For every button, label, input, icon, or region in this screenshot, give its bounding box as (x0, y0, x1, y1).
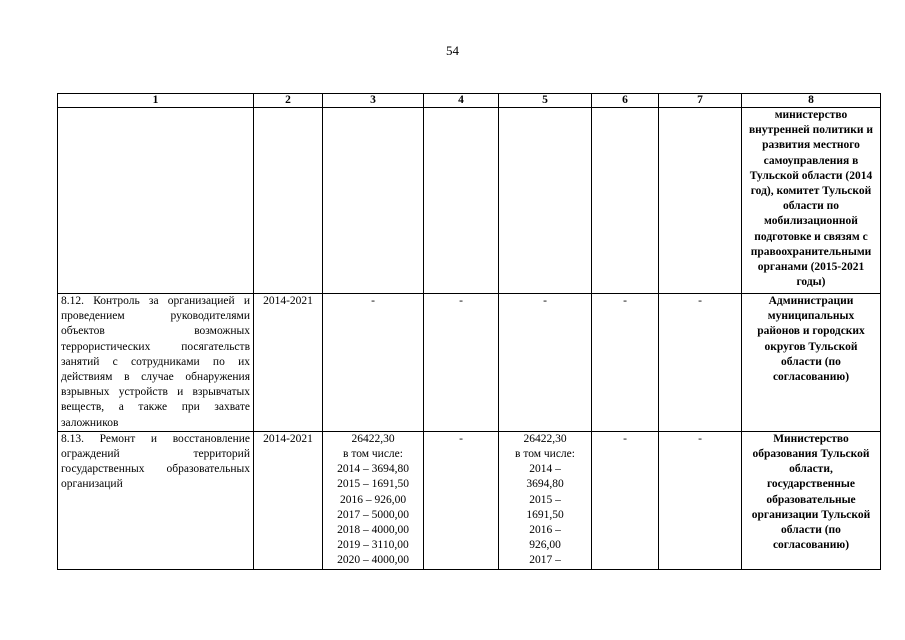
funding-line: 2018 – 4000,00 (337, 524, 409, 537)
extrabudget-funding-cell: - (659, 294, 742, 432)
funding-line: 2015 – (529, 493, 561, 506)
funding-line: 3694,80 (526, 478, 564, 491)
funding-line: 926,00 (529, 539, 561, 552)
regional-funding-cell (499, 294, 592, 432)
period-cell (254, 108, 323, 294)
data-table (57, 93, 881, 570)
table-row (58, 108, 881, 294)
funding-line: 26422,30 (351, 432, 395, 445)
executor-cell: Администрации муниципальных районов и городских округов Тульской области (по согласованию) (742, 294, 881, 432)
funding-line: 2016 – (529, 524, 561, 537)
funding-line: 2017 – (529, 554, 561, 567)
executor-cell: Министерство образования Тульской области, государственные образовательные организации Тульской области (по согласованию) (742, 431, 881, 569)
funding-line: в том числе: (515, 448, 575, 461)
column-header: 8 (742, 94, 881, 108)
total-funding-cell (323, 294, 424, 432)
funding-line: 2016 – 926,00 (339, 493, 407, 506)
table-row (58, 294, 881, 432)
funding-line: 2019 – 3110,00 (337, 539, 409, 552)
total-funding-cell (323, 108, 424, 294)
funding-line: 2014 – 3694,80 (337, 463, 409, 476)
table-row (58, 431, 881, 569)
column-header: 4 (424, 94, 499, 108)
municipal-funding-cell: - (592, 431, 659, 569)
municipal-funding-cell (592, 108, 659, 294)
regional-funding-cell (499, 108, 592, 294)
federal-funding-cell: - (424, 294, 499, 432)
column-header: 1 (58, 94, 254, 108)
extrabudget-funding-cell: - (659, 431, 742, 569)
regional-funding-cell (499, 431, 592, 569)
extrabudget-funding-cell (659, 108, 742, 294)
funding-line: - (543, 295, 547, 307)
total-funding-cell (323, 431, 424, 569)
column-header: 5 (499, 94, 592, 108)
column-header: 6 (592, 94, 659, 108)
measure-cell: 8.13. Ремонт и восстановление ограждений территорий государственных образовательных организаций (58, 431, 254, 569)
federal-funding-cell: - (424, 431, 499, 569)
funding-line: 1691,50 (526, 508, 564, 521)
funding-line: - (371, 295, 375, 307)
measure-cell: 8.12. Контроль за организацией и проведением руководителями объектов возможных террористических посягательств занятий с сотрудниками по их действиям в случае обнаружения взрывных устройств и взрывчатых веществ, а также при захвате заложников (58, 294, 254, 432)
executor-cell: министерство внутренней политики и развития местного самоуправления в Тульской области (2014 год), комитет Тульской области по мобилизационной подготовке и связям с правоохранительными органами (2015-2021 годы) (742, 108, 881, 294)
column-header: 2 (254, 94, 323, 108)
column-header: 7 (659, 94, 742, 108)
period-cell: 2014-2021 (254, 294, 323, 432)
funding-line: 2017 – 5000,00 (337, 508, 409, 521)
period-cell: 2014-2021 (254, 431, 323, 569)
measure-cell (58, 108, 254, 294)
column-header: 3 (323, 94, 424, 108)
federal-funding-cell (424, 108, 499, 294)
funding-line: 2020 – 4000,00 (337, 554, 409, 567)
funding-line: в том числе: (343, 448, 403, 461)
funding-line: 2014 – (529, 463, 561, 476)
municipal-funding-cell: - (592, 294, 659, 432)
page-number: 54 (446, 43, 459, 58)
table-header-row (58, 94, 881, 108)
funding-line: 26422,30 (523, 432, 567, 445)
funding-line: 2015 – 1691,50 (337, 478, 409, 491)
